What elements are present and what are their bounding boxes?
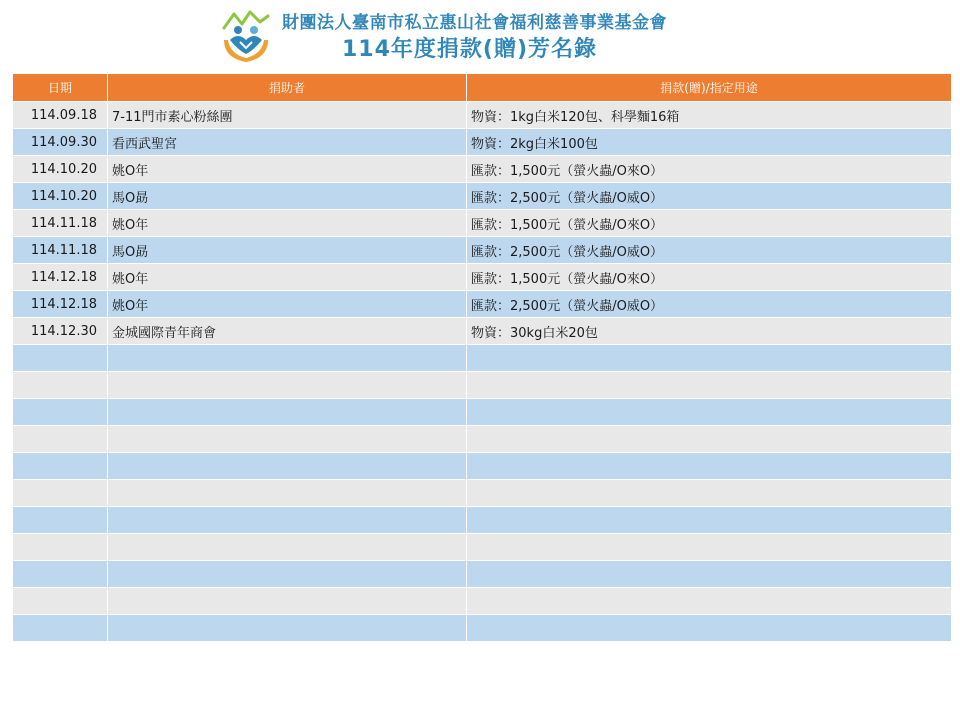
date-cell xyxy=(13,561,108,588)
donor-cell xyxy=(108,399,467,426)
purpose-cell xyxy=(467,372,952,399)
date-cell xyxy=(13,372,108,399)
table-row xyxy=(13,561,952,588)
purpose-cell xyxy=(467,345,952,372)
table-row xyxy=(13,426,952,453)
purpose-cell: 匯款：2,500元（螢火蟲/O威O） xyxy=(467,291,952,318)
date-cell xyxy=(13,345,108,372)
purpose-cell xyxy=(467,561,952,588)
table-row xyxy=(13,102,952,129)
purpose-cell xyxy=(467,480,952,507)
purpose-cell xyxy=(467,426,952,453)
date-cell: 114.09.18 xyxy=(13,102,108,129)
table-row xyxy=(13,237,952,264)
date-cell: 114.12.30 xyxy=(13,318,108,345)
date-cell xyxy=(13,588,108,615)
donor-cell xyxy=(108,534,467,561)
date-cell: 114.12.18 xyxy=(13,264,108,291)
table-row xyxy=(13,399,952,426)
donor-cell: 7-11門市素心粉絲團 xyxy=(108,102,467,129)
table-row xyxy=(13,156,952,183)
donor-cell: 姚O年 xyxy=(108,210,467,237)
organization-name: 財團法人臺南市私立惠山社會福利慈善事業基金會 xyxy=(282,13,667,33)
date-cell xyxy=(13,426,108,453)
date-cell xyxy=(13,615,108,642)
table-row xyxy=(13,453,952,480)
purpose-cell: 匯款：2,500元（螢火蟲/O威O） xyxy=(467,237,952,264)
donor-cell xyxy=(108,615,467,642)
purpose-cell: 物資：30kg白米20包 xyxy=(467,318,952,345)
table-row xyxy=(13,534,952,561)
purpose-cell: 匯款：1,500元（螢火蟲/O來O） xyxy=(467,210,952,237)
purpose-cell xyxy=(467,507,952,534)
page-title: 114年度捐款(贈)芳名錄 xyxy=(342,37,598,62)
table-row xyxy=(13,615,952,642)
date-cell xyxy=(13,453,108,480)
date-cell xyxy=(13,507,108,534)
table-row xyxy=(13,291,952,318)
table-header-row xyxy=(13,74,952,102)
donor-cell xyxy=(108,345,467,372)
date-cell xyxy=(13,399,108,426)
purpose-cell: 匯款：2,500元（螢火蟲/O威O） xyxy=(467,183,952,210)
purpose-cell xyxy=(467,399,952,426)
donor-cell xyxy=(108,372,467,399)
table-row xyxy=(13,480,952,507)
table-row xyxy=(13,183,952,210)
donor-cell: 姚O年 xyxy=(108,156,467,183)
table-row xyxy=(13,264,952,291)
donor-cell: 姚O年 xyxy=(108,291,467,318)
donor-cell xyxy=(108,561,467,588)
table-row xyxy=(13,210,952,237)
foundation-logo-icon xyxy=(220,6,272,64)
purpose-cell: 匯款：1,500元（螢火蟲/O來O） xyxy=(467,156,952,183)
date-cell: 114.10.20 xyxy=(13,183,108,210)
purpose-cell: 物資：1kg白米120包、科學麵16箱 xyxy=(467,102,952,129)
table-row xyxy=(13,588,952,615)
table-row xyxy=(13,345,952,372)
table-row xyxy=(13,372,952,399)
donor-cell: 看西武聖宮 xyxy=(108,129,467,156)
table-row xyxy=(13,318,952,345)
column-header-purpose: 捐款(贈)/指定用途 xyxy=(467,74,952,102)
column-header-date: 日期 xyxy=(13,74,108,102)
donation-table xyxy=(12,73,952,642)
purpose-cell: 物資：2kg白米100包 xyxy=(467,129,952,156)
date-cell: 114.09.30 xyxy=(13,129,108,156)
donor-cell xyxy=(108,426,467,453)
donor-cell: 馬O勗 xyxy=(108,183,467,210)
date-cell xyxy=(13,534,108,561)
table-row xyxy=(13,129,952,156)
date-cell: 114.11.18 xyxy=(13,210,108,237)
donor-cell xyxy=(108,453,467,480)
column-header-donor: 捐助者 xyxy=(108,74,467,102)
purpose-cell xyxy=(467,588,952,615)
date-cell: 114.10.20 xyxy=(13,156,108,183)
donor-cell: 馬O勗 xyxy=(108,237,467,264)
page-header xyxy=(0,0,960,70)
date-cell: 114.11.18 xyxy=(13,237,108,264)
date-cell: 114.12.18 xyxy=(13,291,108,318)
donor-cell: 姚O年 xyxy=(108,264,467,291)
donor-cell xyxy=(108,507,467,534)
purpose-cell xyxy=(467,534,952,561)
donor-cell: 金城國際青年商會 xyxy=(108,318,467,345)
purpose-cell: 匯款：1,500元（螢火蟲/O來O） xyxy=(467,264,952,291)
purpose-cell xyxy=(467,453,952,480)
date-cell xyxy=(13,480,108,507)
purpose-cell xyxy=(467,615,952,642)
donor-cell xyxy=(108,480,467,507)
donor-cell xyxy=(108,588,467,615)
table-row xyxy=(13,507,952,534)
